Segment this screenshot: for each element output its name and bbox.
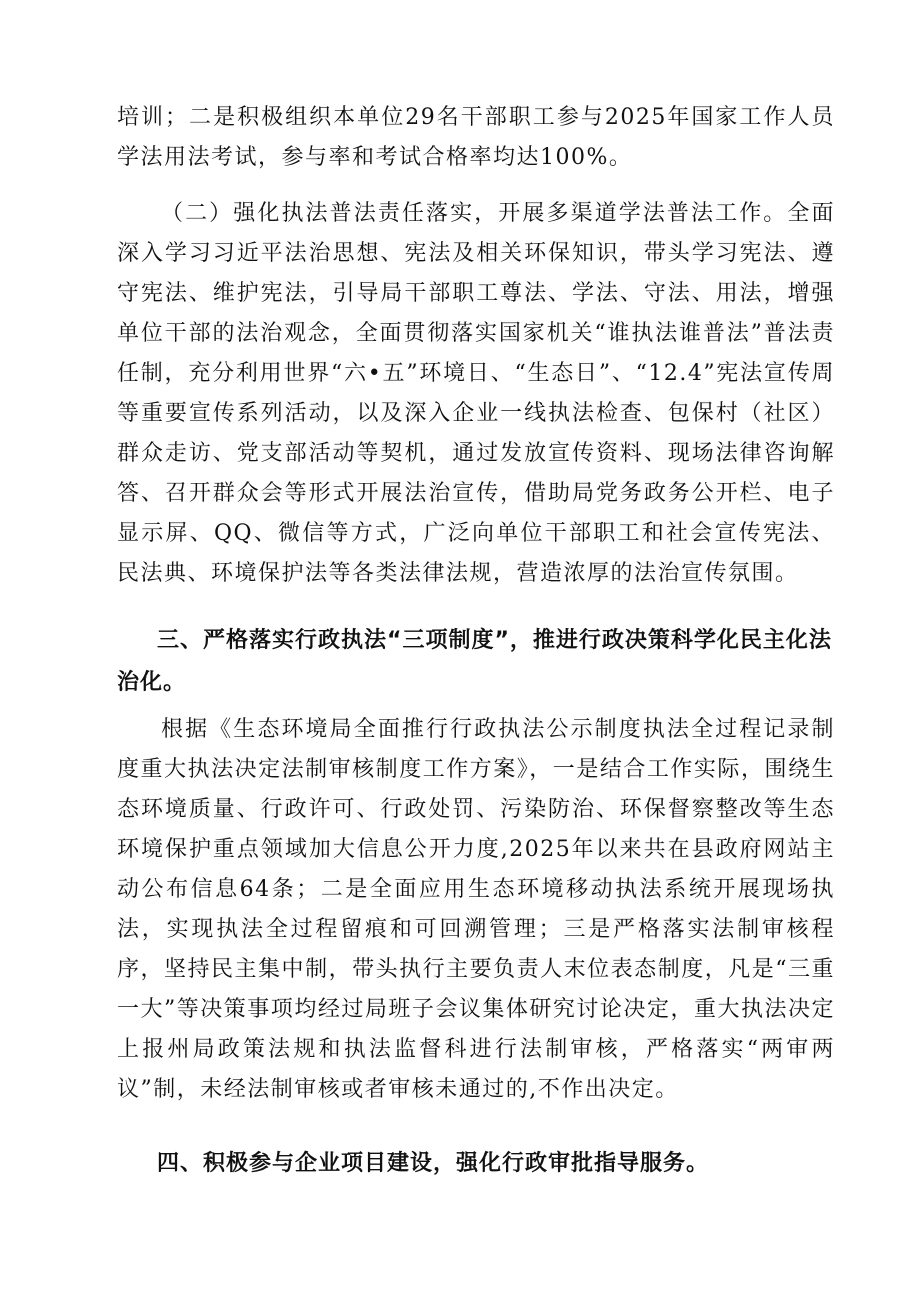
- paragraph-section-3: 根据《生态环境局全面推行行政执法公示制度执法全过程记录制度重大执法决定法制审核制度工作方案》，一是结合工作实际，围绕生态环境质量、行政许可、行政处罚、污染防治、环保督察整改等生态环境保护重点领域加大信息公开力度,2025年以来共在县政府网站主动公布信息64条；二是全面应用生态环境移动执法系统开展现场执法，实现执法全过程留痕和可回溯管理；三是严格落实法制审核程序，坚持民主集中制，带头执行主要负责人末位表态制度，凡是“三重一大”等决策事项均经过局班子会议集体研究讨论决定，重大执法决定上报州局政策法规和执法监督科进行法制审核，严格落实“两审两议”制，未经法制审核或者审核未通过的,不作出决定。: [117, 717, 835, 1102]
- heading-section-3: 三、严格落实行政执法“三项制度”，推进行政决策科学化民主化法治化。: [117, 628, 832, 695]
- paragraph-section-2: （二）强化执法普法责任落实，开展多渠道学法普法工作。全面深入学习习近平法治思想、宪法及相关环保知识，带头学习宪法、遵守宪法、维护宪法，引导局干部职工尊法、学法、守法、用法，增强单位干部的法治观念，全面贯彻落实国家机关“谁执法谁普法”普法责任制，充分利用世界“六•五”环境日、“生态日”、“12.4”宪法宣传周等重要宣传系列活动，以及深入企业一线执法检查、包保村（社区）群众走访、党支部活动等契机，通过发放宣传资料、现场法律咨询解答、召开群众会等形式开展法治宣传，借助局党务政务公开栏、电子显示屏、QQ、微信等方式，广泛向单位干部职工和社会宣传宪法、民法典、环境保护法等各类法律法规，营造浓厚的法治宣传氛围。: [117, 201, 835, 586]
- heading-section-4: 四、积极参与企业项目建设，强化行政审批指导服务。: [157, 1151, 710, 1176]
- paragraph-continuation: 培训；二是积极组织本单位29名干部职工参与2025年国家工作人员学法用法考试，参与率和考试合格率均达100%。: [117, 105, 835, 170]
